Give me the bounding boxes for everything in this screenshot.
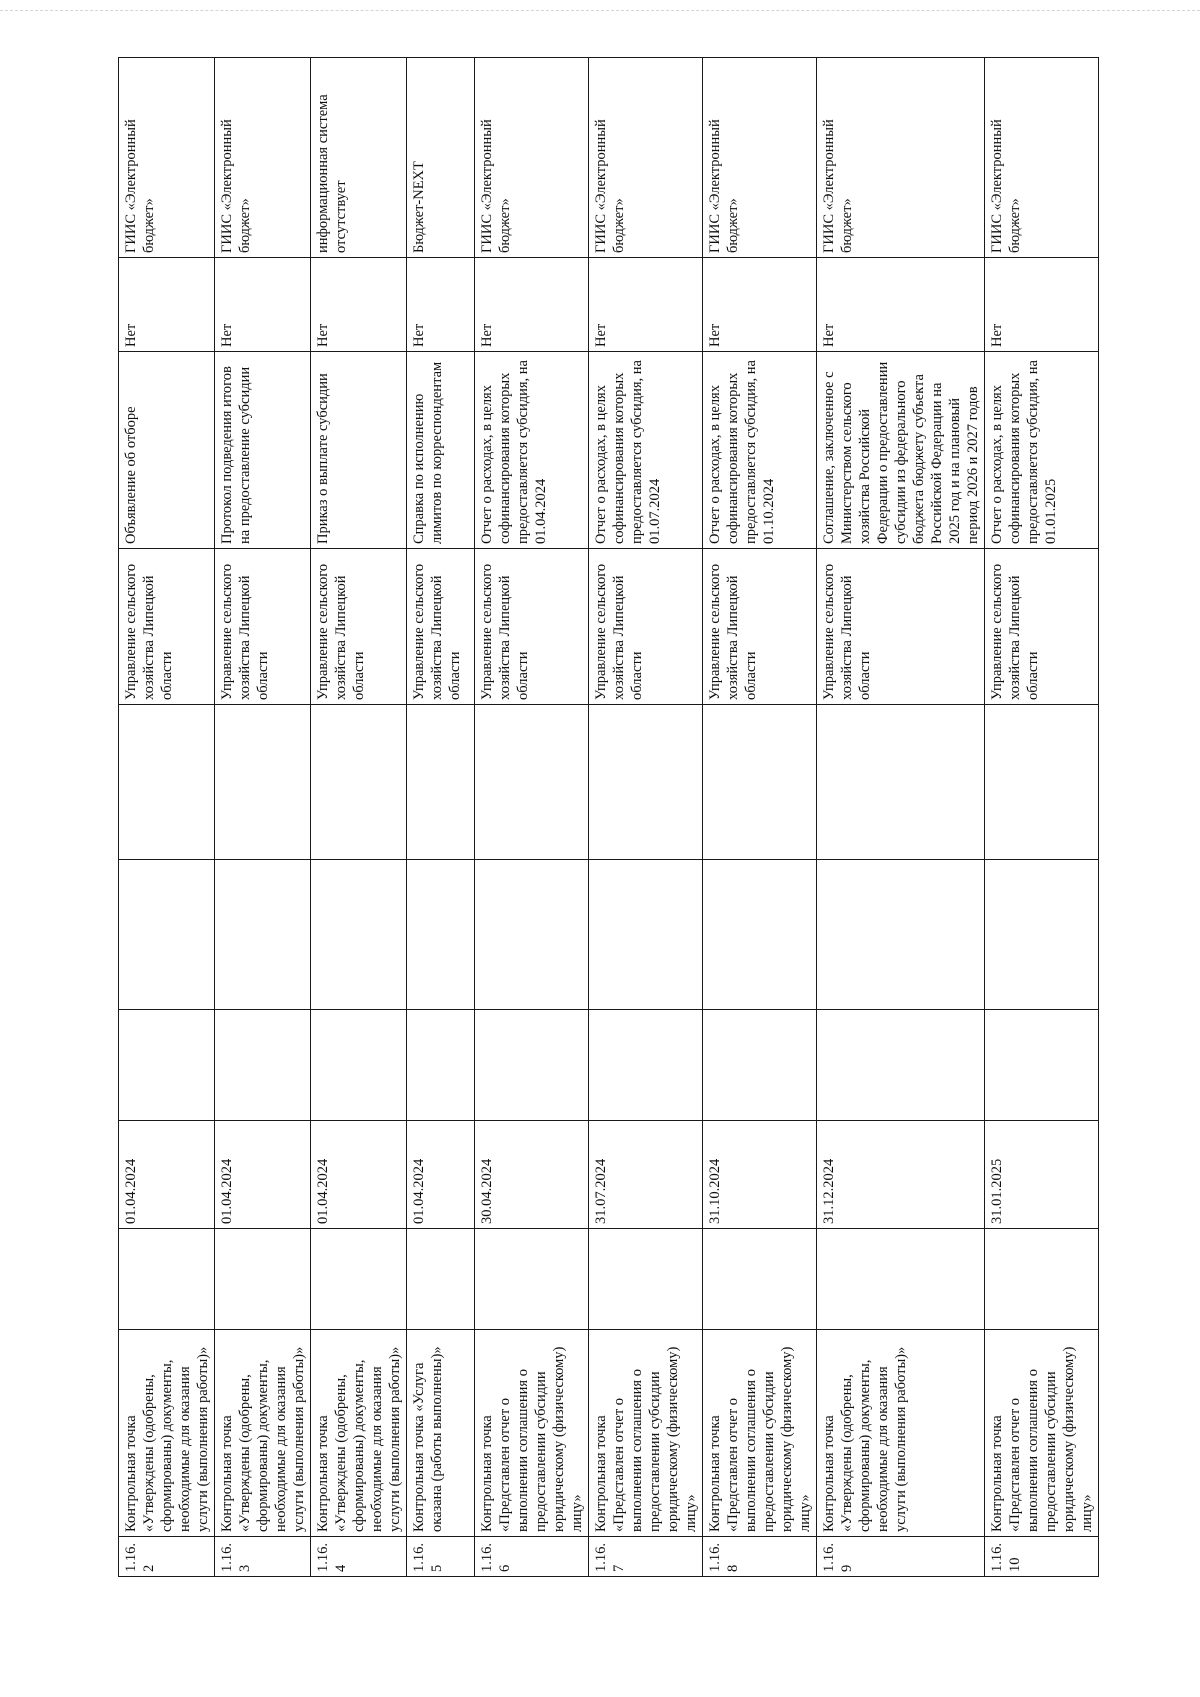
end-date-cell: 31.12.2024	[817, 1121, 985, 1229]
flag-value: Нет	[475, 258, 589, 352]
empty-cell	[215, 1010, 311, 1121]
rotated-table-container	[118, 58, 1095, 1577]
flag-value: Нет	[703, 258, 817, 352]
empty-cell	[817, 860, 985, 1010]
empty-cell	[589, 1010, 703, 1121]
empty-cell	[311, 860, 407, 1010]
flag-value: Нет	[817, 258, 985, 352]
control-point-name: Контрольная точка «Представлен отчет о выполнении соглашения о предоставлении субсидии юридическому (физическому) лицу»	[475, 1330, 589, 1537]
empty-cell	[215, 705, 311, 860]
control-point-name: Контрольная точка «Услуга оказана (работы выполнены)»	[407, 1330, 475, 1537]
start-date-cell	[311, 1229, 407, 1330]
empty-cell	[407, 860, 475, 1010]
information-system: ГИИС «Электронный бюджет»	[703, 58, 817, 258]
end-date-cell: 31.01.2025	[985, 1121, 1099, 1229]
control-point-name: Контрольная точка «Представлен отчет о выполнении соглашения о предоставлении субсидии юридическому (физическому) лицу»	[589, 1330, 703, 1537]
flag-value: Нет	[215, 258, 311, 352]
responsible-org: Управление сельского хозяйства Липецкой области	[589, 549, 703, 705]
flag-value: Нет	[589, 258, 703, 352]
document-type: Отчет о расходах, в целях софинансирования которых предоставляется субсидия, на 01.04.2024	[475, 352, 589, 549]
table-row	[407, 58, 475, 1577]
document-type: Отчет о расходах, в целях софинансирования которых предоставляется субсидия, на 01.01.2025	[985, 352, 1099, 549]
information-system: ГИИС «Электронный бюджет»	[215, 58, 311, 258]
scan-edge-line	[0, 10, 1200, 11]
information-system: ГИИС «Электронный бюджет»	[985, 58, 1099, 258]
row-number: 1.16.4	[311, 1537, 407, 1577]
empty-cell	[119, 705, 215, 860]
table-row	[985, 58, 1099, 1577]
empty-cell	[985, 705, 1099, 860]
start-date-cell	[703, 1229, 817, 1330]
empty-cell	[311, 705, 407, 860]
responsible-org: Управление сельского хозяйства Липецкой области	[215, 549, 311, 705]
table-row	[817, 58, 985, 1577]
start-date-cell	[475, 1229, 589, 1330]
empty-cell	[817, 705, 985, 860]
document-type: Отчет о расходах, в целях софинансирования которых предоставляется субсидия, на 01.10.2024	[703, 352, 817, 549]
flag-value: Нет	[985, 258, 1099, 352]
start-date-cell	[589, 1229, 703, 1330]
empty-cell	[119, 860, 215, 1010]
control-point-name: Контрольная точка «Утверждены (одобрены, сформированы) документы, необходимые для оказания услуги (выполнения работы)»	[311, 1330, 407, 1537]
flag-value: Нет	[407, 258, 475, 352]
empty-cell	[703, 1010, 817, 1121]
row-number: 1.16.10	[985, 1537, 1099, 1577]
table-row	[215, 58, 311, 1577]
document-type: Справка по исполнению лимитов по корреспондентам	[407, 352, 475, 549]
control-point-name: Контрольная точка «Представлен отчет о выполнении соглашения о предоставлении субсидии юридическому (физическому) лицу»	[703, 1330, 817, 1537]
empty-cell	[589, 860, 703, 1010]
end-date-cell: 31.07.2024	[589, 1121, 703, 1229]
row-number: 1.16.6	[475, 1537, 589, 1577]
end-date-cell: 30.04.2024	[475, 1121, 589, 1229]
empty-cell	[407, 705, 475, 860]
empty-cell	[985, 860, 1099, 1010]
empty-cell	[475, 1010, 589, 1121]
responsible-org: Управление сельского хозяйства Липецкой области	[703, 549, 817, 705]
information-system: ГИИС «Электронный бюджет»	[589, 58, 703, 258]
empty-cell	[311, 1010, 407, 1121]
empty-cell	[703, 705, 817, 860]
start-date-cell	[119, 1229, 215, 1330]
start-date-cell	[215, 1229, 311, 1330]
responsible-org: Управление сельского хозяйства Липецкой области	[119, 549, 215, 705]
responsible-org: Управление сельского хозяйства Липецкой области	[985, 549, 1099, 705]
control-points-table	[118, 57, 1099, 1577]
end-date-cell: 01.04.2024	[215, 1121, 311, 1229]
flag-value: Нет	[119, 258, 215, 352]
end-date-cell: 31.10.2024	[703, 1121, 817, 1229]
empty-cell	[475, 705, 589, 860]
row-number: 1.16.2	[119, 1537, 215, 1577]
table-row	[119, 58, 215, 1577]
row-number: 1.16.8	[703, 1537, 817, 1577]
empty-cell	[407, 1010, 475, 1121]
table-row	[589, 58, 703, 1577]
control-point-name: Контрольная точка «Представлен отчет о выполнении соглашения о предоставлении субсидии юридическому (физическому) лицу»	[985, 1330, 1099, 1537]
responsible-org: Управление сельского хозяйства Липецкой области	[475, 549, 589, 705]
table-row	[703, 58, 817, 1577]
end-date-cell: 01.04.2024	[119, 1121, 215, 1229]
empty-cell	[119, 1010, 215, 1121]
flag-value: Нет	[311, 258, 407, 352]
empty-cell	[215, 860, 311, 1010]
row-number: 1.16.7	[589, 1537, 703, 1577]
row-number: 1.16.9	[817, 1537, 985, 1577]
information-system: ГИИС «Электронный бюджет»	[817, 58, 985, 258]
responsible-org: Управление сельского хозяйства Липецкой области	[311, 549, 407, 705]
document-type: Объявление об отборе	[119, 352, 215, 549]
document-type: Соглашение, заключенное с Министерством сельского хозяйства Российской Федерации о предоставлении субсидии из федерального бюджета бюджету субъекта Российской Федерации на 2025 год и на плановый период 2026 и 2027 годов	[817, 352, 985, 549]
start-date-cell	[985, 1229, 1099, 1330]
responsible-org: Управление сельского хозяйства Липецкой области	[407, 549, 475, 705]
information-system: ГИИС «Электронный бюджет»	[475, 58, 589, 258]
start-date-cell	[817, 1229, 985, 1330]
table-row	[311, 58, 407, 1577]
responsible-org: Управление сельского хозяйства Липецкой области	[817, 549, 985, 705]
empty-cell	[817, 1010, 985, 1121]
end-date-cell: 01.04.2024	[407, 1121, 475, 1229]
control-point-name: Контрольная точка «Утверждены (одобрены, сформированы) документы, необходимые для оказания услуги (выполнения работы)»	[119, 1330, 215, 1537]
information-system: информационная система отсутствует	[311, 58, 407, 258]
empty-cell	[985, 1010, 1099, 1121]
end-date-cell: 01.04.2024	[311, 1121, 407, 1229]
information-system: Бюджет-NEXT	[407, 58, 475, 258]
control-point-name: Контрольная точка «Утверждены (одобрены, сформированы) документы, необходимые для оказания услуги (выполнения работы)»	[215, 1330, 311, 1537]
document-type: Приказ о выплате субсидии	[311, 352, 407, 549]
start-date-cell	[407, 1229, 475, 1330]
table-row	[475, 58, 589, 1577]
empty-cell	[475, 860, 589, 1010]
document-type: Протокол подведения итогов на предоставление субсидии	[215, 352, 311, 549]
document-type: Отчет о расходах, в целях софинансирования которых предоставляется субсидия, на 01.07.2024	[589, 352, 703, 549]
empty-cell	[589, 705, 703, 860]
row-number: 1.16.3	[215, 1537, 311, 1577]
information-system: ГИИС «Электронный бюджет»	[119, 58, 215, 258]
empty-cell	[703, 860, 817, 1010]
control-point-name: Контрольная точка «Утверждены (одобрены, сформированы) документы, необходимые для оказания услуги (выполнения работы)»	[817, 1330, 985, 1537]
row-number: 1.16.5	[407, 1537, 475, 1577]
